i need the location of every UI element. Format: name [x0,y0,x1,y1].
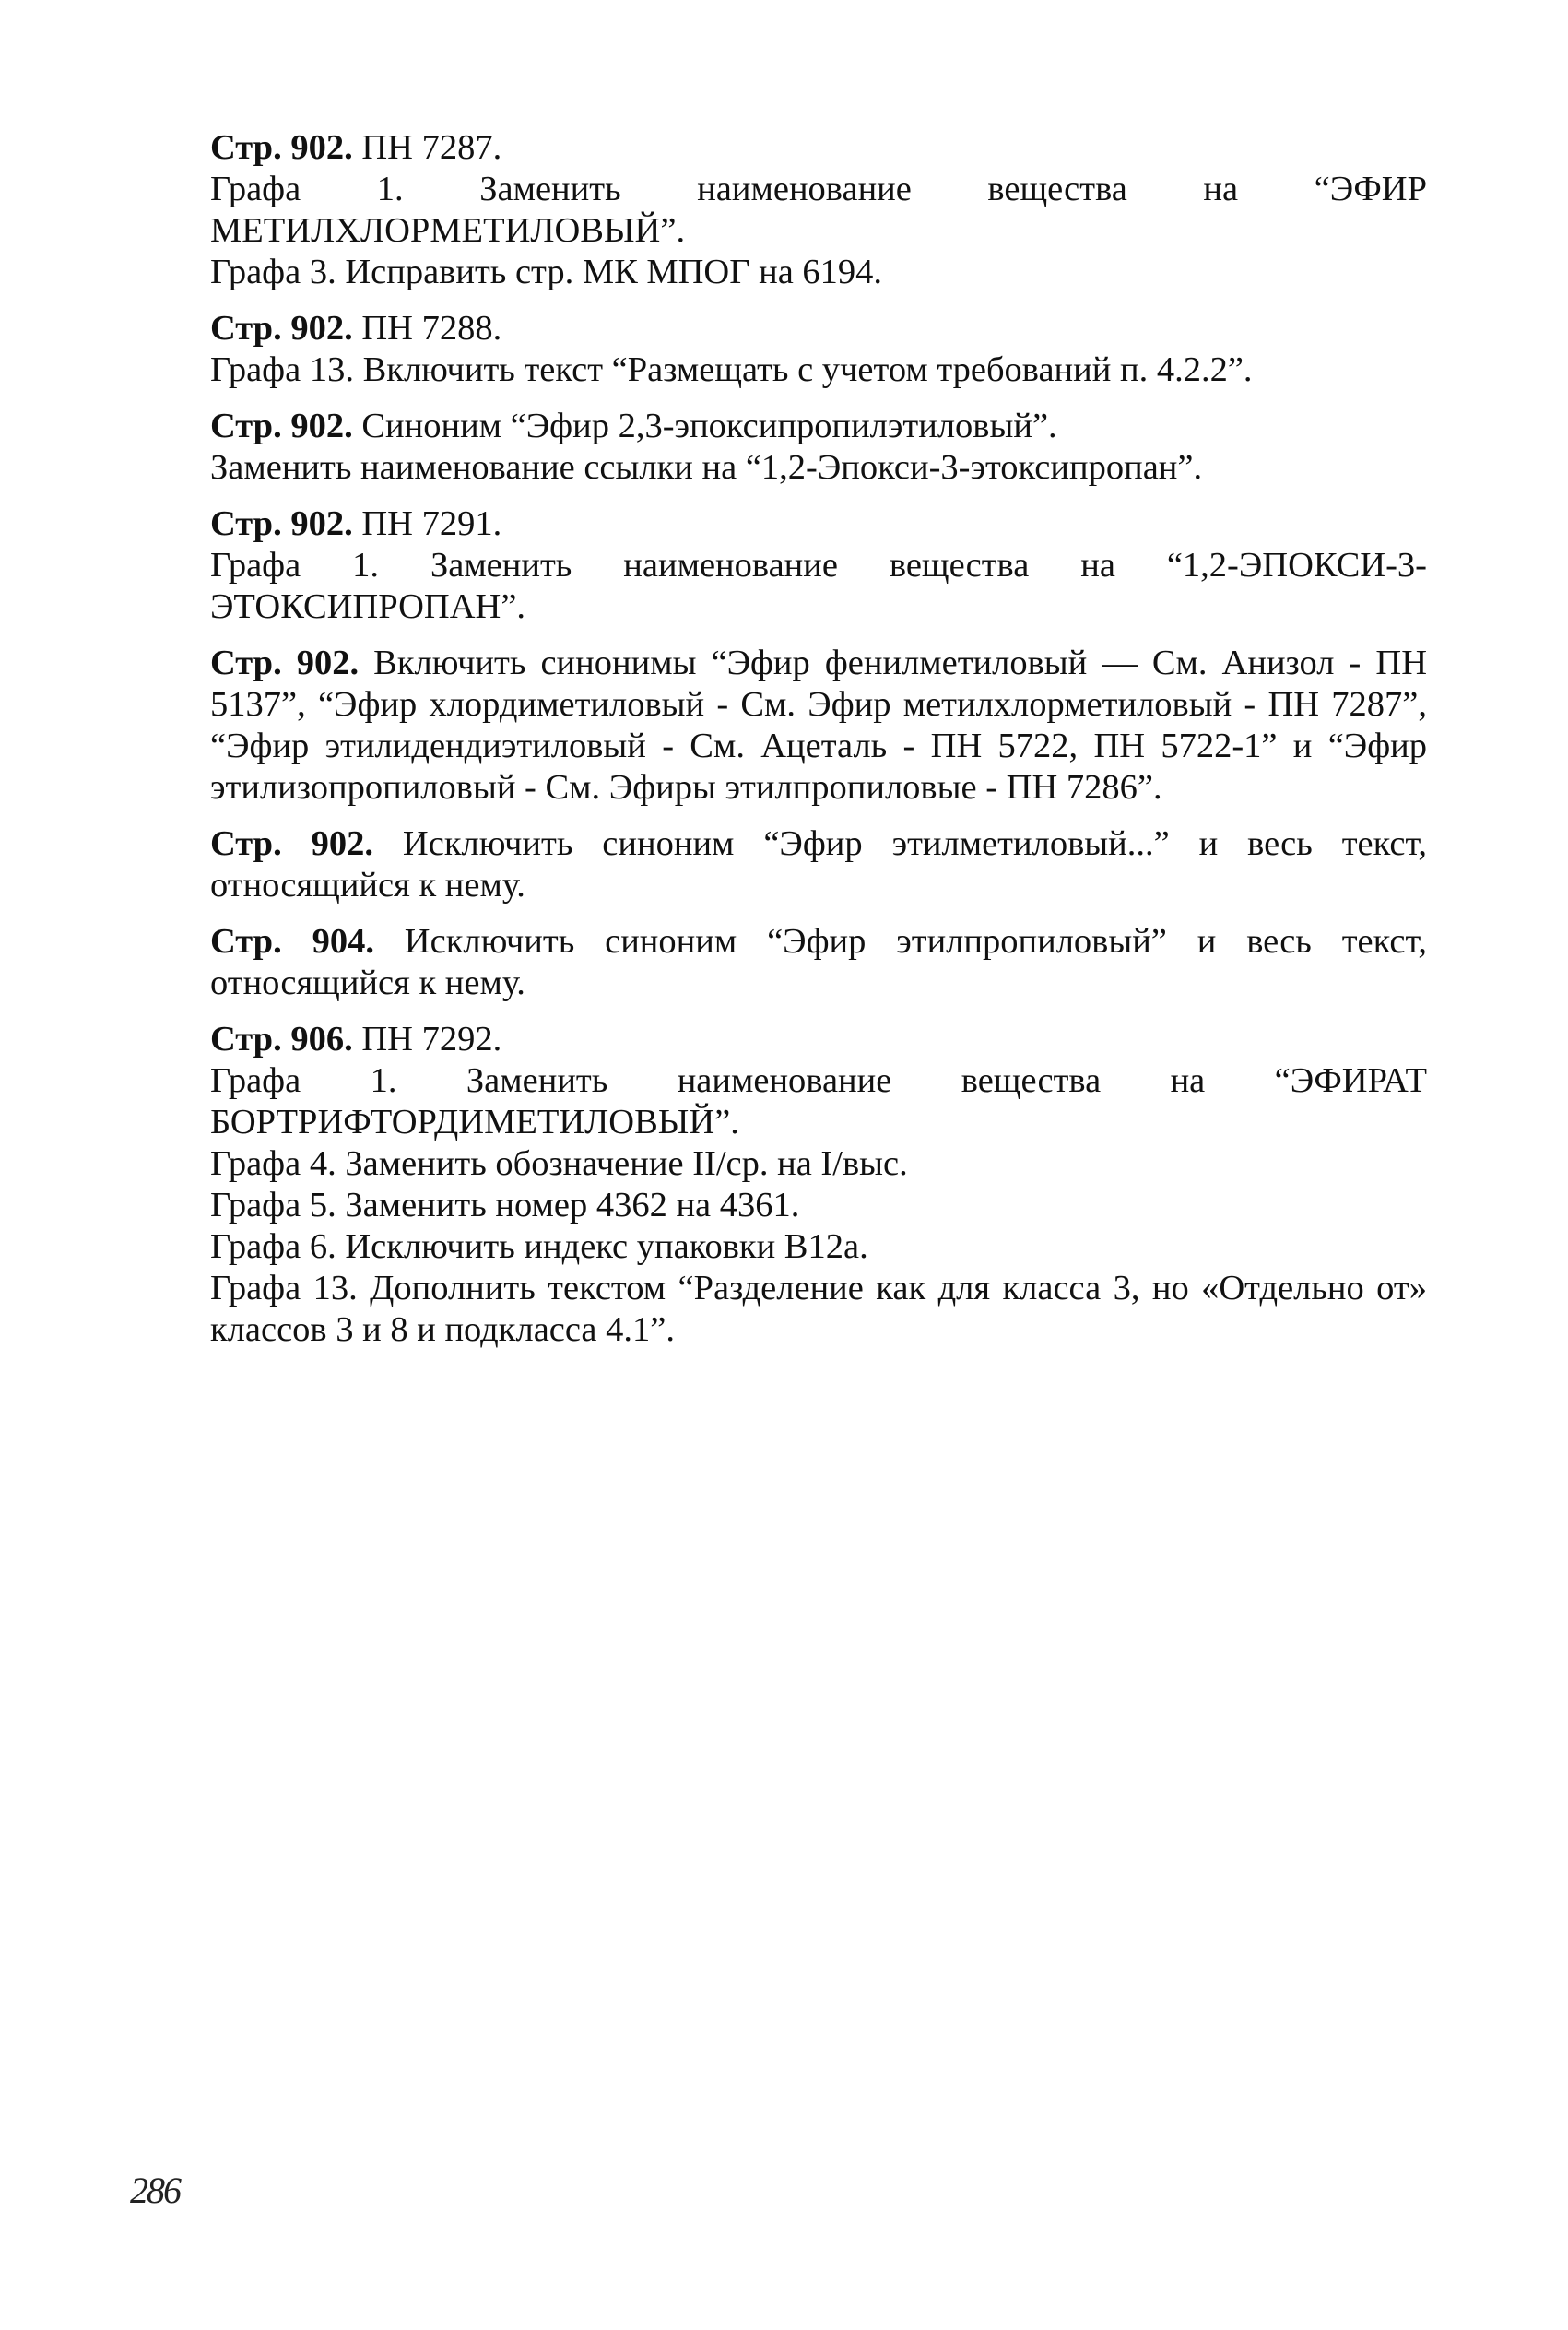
document-page [210,127,1427,1366]
entry-str-904-remove-synonym [210,921,1427,1004]
entry-str-902-pn-7288 [210,308,1427,391]
page-reference: Стр. 902. [210,128,353,167]
entry-line: Графа 13. Включить текст “Размещать с учетом требований п. 4.2.2”. [210,350,1253,389]
entry-line: Графа 1. Заменить наименование вещества на “1,2-ЭПОКСИ-3-ЭТОКСИПРОПАН”. [210,546,1427,626]
page-reference: Стр. 902. [210,644,360,682]
page-reference: Стр. 902. [210,824,374,863]
entry-line: Графа 1. Заменить наименование вещества на “ЭФИРАТ БОРТРИФТОРДИМЕТИЛОВЫЙ”. [210,1061,1427,1141]
entry-line: Графа 3. Исправить стр. МК МПОГ на 6194. [210,253,883,291]
page-reference: Стр. 902. [210,309,353,348]
entry-str-902-pn-7291 [210,503,1427,628]
entry-subject: Исключить синоним “Эфир этилпропиловый” и весь текст, относящийся к нему. [210,922,1428,1002]
entry-str-902-pn-7287 [210,127,1427,293]
entry-line: Графа 6. Исключить индекс упаковки В12а. [210,1227,868,1266]
entry-heading [210,643,1427,809]
entry-subject: Включить синонимы “Эфир фенилметиловый — См. Анизол - ПН 5137”, “Эфир хлордиметиловый - См. Эфир метилхлорметиловый - ПН 7287”, “Эфир этилидендиэтиловый - См. Ацеталь - ПН 5722, ПН 5722-1” и “Эфир этилизопропиловый - См. Эфиры этилпропиловые - ПН 7286”. [210,644,1427,807]
entry-subject: ПН 7291. [352,504,502,543]
entry-subject: Исключить синоним “Эфир этилметиловый...” и весь текст, относящийся к нему. [210,824,1427,905]
entry-line: Графа 4. Заменить обозначение II/ср. на I/выс. [210,1144,908,1183]
entry-subject: Синоним “Эфир 2,3-эпоксипропилэтиловый”. [352,407,1057,445]
entry-str-902-remove-synonym [210,823,1427,906]
page-reference: Стр. 902. [210,504,353,543]
page-reference: Стр. 902. [210,407,353,445]
entry-heading [210,127,1427,169]
entry-heading [210,921,1427,1004]
entry-line: Графа 1. Заменить наименование вещества на “ЭФИР МЕТИЛХЛОРМЕТИЛОВЫЙ”. [210,170,1427,250]
entry-subject: ПН 7292. [352,1020,502,1059]
page-reference: Стр. 906. [210,1020,353,1059]
entry-subject: ПН 7287. [352,128,502,167]
entry-heading [210,823,1427,906]
entry-heading [210,1019,1427,1060]
entry-str-906-pn-7292 [210,1019,1427,1351]
entry-line: Графа 5. Заменить номер 4362 на 4361. [210,1186,800,1224]
entry-heading [210,308,1427,349]
entry-subject: ПН 7288. [352,309,502,348]
entry-line: Заменить наименование ссылки на “1,2-Эпокси-3-этоксипропан”. [210,448,1203,487]
entry-str-902-synonym [210,406,1427,489]
entry-heading [210,406,1427,447]
page-reference: Стр. 904. [210,922,374,961]
entry-heading [210,503,1427,545]
page-number: 286 [130,2170,180,2211]
entry-line: Графа 13. Дополнить текстом “Разделение как для класса 3, но «Отдельно от» классов 3 и 8 и подкласса 4.1”. [210,1269,1427,1349]
entry-str-902-add-synonyms [210,643,1427,809]
